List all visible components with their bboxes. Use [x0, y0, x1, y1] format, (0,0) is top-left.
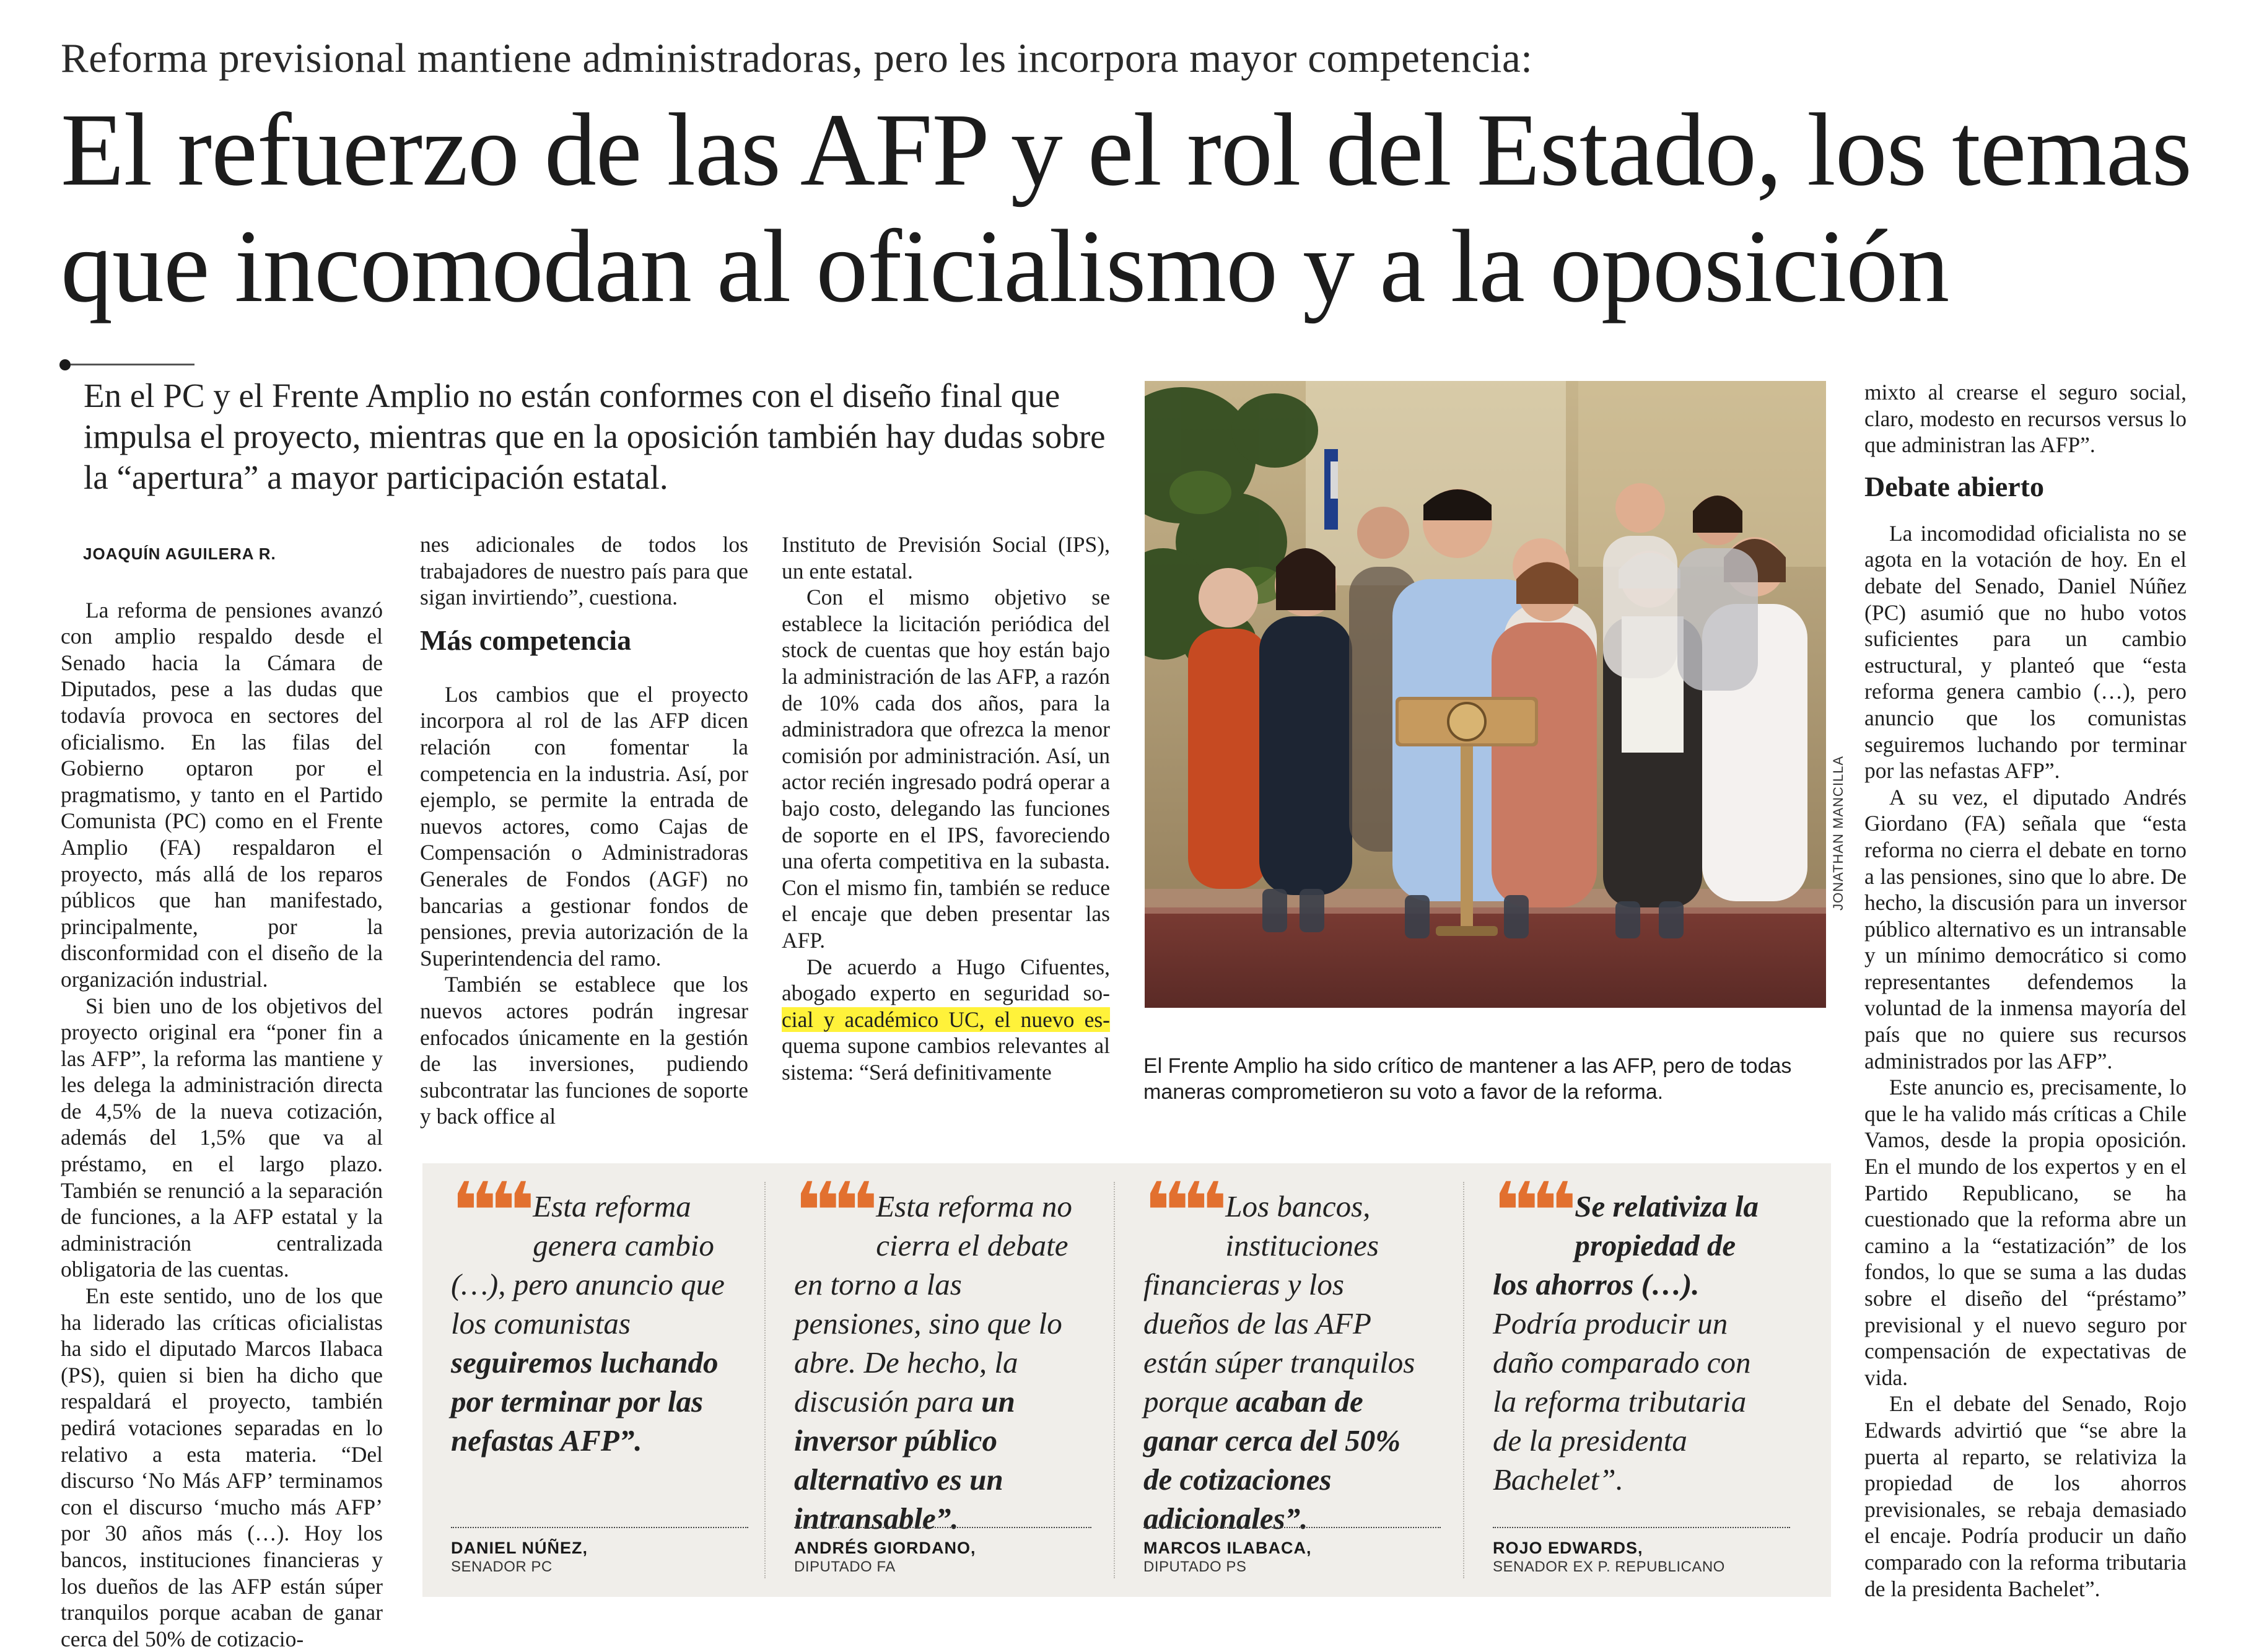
quote-author-role: SENADOR EX P. REPUBLICANO	[1493, 1558, 1725, 1575]
body-paragraph: Instituto de Previsión Social (IPS), un ente estatal.	[782, 532, 1110, 583]
quote-text: Esta reforma no cierra el debate en torno a las pensiones, sino que lo abre. De hecho, la discusión para	[794, 1189, 1072, 1418]
quote-mark-icon: ❝❝	[794, 1166, 870, 1258]
quote-rule	[1143, 1527, 1441, 1528]
pull-quote	[451, 1166, 730, 1460]
quote-author-name: MARCOS ILABACA,	[1143, 1539, 1312, 1557]
quote-divider	[1114, 1182, 1116, 1578]
highlighted-text: cial y académico UC, el nuevo es-	[782, 1007, 1110, 1032]
article-byline: JOAQUÍN AGUILERA R.	[83, 544, 276, 563]
photo-caption: El Frente Amplio ha sido crítico de mantener a las AFP, pero de todas maneras comprometieron su voto a favor de la reforma.	[1143, 1054, 1792, 1104]
body-paragraph: En el debate del Senado, Rojo Edwards advirtió que “se abre la puerta al reparto, se relativiza la propiedad de los ahorros previsionales, se rebaja demasiado el encaje. Podría producir un daño comparado con la reforma tributaria de la presidenta Bachelet”.	[1864, 1391, 2187, 1601]
quote-divider	[764, 1182, 766, 1578]
quote-author-name: ROJO EDWARDS,	[1493, 1539, 1643, 1557]
section-heading: Más competencia	[420, 624, 632, 656]
quote-text: Los bancos, instituciones financieras y los dueños de las AFP están súper tranquilos porque	[1143, 1189, 1415, 1418]
quote-emphasis: acaban de ganar cerca del 50% de cotizaciones adicionales”.	[1143, 1384, 1401, 1536]
body-paragraph: Con el mismo objetivo se establece la licitación periódica del stock de cuentas que hoy están bajo la administración de las AFP, a razón de 10% cada dos años, para la administradora que ofrezca la menor comisión por administración. Así, un actor recién ingresado podrá operar a bajo costo, delegando las funciones de soporte en el IPS, favoreciendo una oferta competitiva en la subasta. Con el mismo fin, también se reduce el encaje que deben presentar las AFP.	[782, 585, 1110, 953]
body-paragraph: Si bien uno de los objetivos del proyecto original era “poner fin a las AFP”, la reforma las mantiene y les delega la administración directa de 4,5% de la nueva cotización, además del 1,5% que va al préstamo, en el largo plazo. También se renunció a la separación de funciones, a la AFP estatal y la administración centralizada obligatoria de las cuentas.	[61, 993, 383, 1282]
photo-credit: JONATHAN MANCILLA	[1830, 755, 1846, 911]
body-paragraph: También se establece que los nuevos actores podrán ingresar enfocados únicamente en la gestión de las inversiones, pudiendo subcontratar las funciones de soporte y back office al	[420, 972, 748, 1129]
article-photo	[1145, 381, 1826, 1008]
quote-emphasis: seguiremos luchando por terminar por las nefastas AFP”.	[451, 1345, 719, 1458]
article-deck: En el PC y el Frente Amplio no están conformes con el diseño final que impulsa el proyecto, mientras que en la oposición también hay dudas sobre la “apertura” a mayor participación estatal.	[84, 377, 1106, 496]
quote-emphasis: un inversor público alternativo es un intransable”.	[794, 1384, 1015, 1536]
quote-mark-icon: ❝❝	[1493, 1166, 1569, 1258]
quote-author-role: DIPUTADO PS	[1143, 1558, 1247, 1575]
body-text: quema supone cambios relevantes al sistema: “Será definitivamente	[782, 1033, 1110, 1085]
quote-emphasis: Se relativiza la propiedad de los ahorros (…).	[1493, 1189, 1759, 1301]
body-paragraph: En este sentido, uno de los que ha liderado las críticas oficialistas ha sido el diputado Marcos Ilabaca (PS), quien si bien ha dicho que respaldará el proyecto, también pedirá votaciones separadas en lo relativo a esta materia. “Del discurso ‘No Más AFP’ terminamos con el discurso ‘mucho más AFP’ por 30 años más (…). Hoy los bancos, instituciones financieras y los dueños de las AFP están súper tranquilos porque acaban de ganar cerca del 50% de cotizacio-	[61, 1283, 383, 1651]
article-headline	[61, 92, 2216, 325]
quote-rule	[1493, 1527, 1790, 1528]
pull-quote	[1143, 1166, 1422, 1538]
body-paragraph: nes adicionales de todos los trabajadores de nuestro país para que sigan invirtiendo”, cuestiona.	[420, 532, 748, 610]
quote-rule	[794, 1527, 1091, 1528]
pull-quote	[794, 1166, 1073, 1538]
quotes-panel	[422, 1163, 1831, 1597]
quote-divider	[1463, 1182, 1465, 1578]
press-conference-photo	[1145, 381, 1826, 1008]
deck-bullet-icon	[59, 359, 71, 370]
quote-rule	[451, 1527, 748, 1528]
article-kicker: Reforma previsional mantiene administradoras, pero les incorpora mayor competencia:	[61, 35, 1533, 81]
body-paragraph: A su vez, el diputado Andrés Giordano (FA) señala que “esta reforma no cierra el debate en torno a las pensiones, sino que lo abre. De hecho, la discusión para un inversor público alternativo es un intransable y un mínimo democrático si como representantes defendemos la voluntad de la inmensa mayoría del país que no quiere sus recursos administrados por las AFP”.	[1864, 784, 2187, 1073]
quote-mark-icon: ❝❝	[451, 1166, 527, 1258]
quote-author-role: DIPUTADO FA	[794, 1558, 896, 1575]
headline-line-2: que incomodan al oficialismo y a la oposición	[61, 209, 1949, 324]
quote-author-name: ANDRÉS GIORDANO,	[794, 1539, 976, 1557]
pull-quote	[1493, 1166, 1772, 1499]
article-column-4	[1864, 379, 2187, 1602]
body-text: De acuerdo a Hugo Cifuentes, abogado experto en seguridad so-	[782, 954, 1110, 1006]
section-heading: Debate abierto	[1864, 470, 2044, 502]
body-paragraph: La reforma de pensiones avanzó con amplio respaldo desde el Senado hacia la Cámara de Diputados, pese a las dudas que todavía provoca en sectores del oficialismo. En las filas del Gobierno optaron por el pragmatismo, y tanto en el Partido Comunista (PC) como en el Frente Amplio (FA) respaldaron el proyecto, más allá de los reparos públicos que han manifestado, principalmente, por la disconformidad con el diseño de la organización industrial.	[61, 597, 383, 992]
article-column-1	[61, 530, 383, 1652]
article-column-3	[782, 531, 1110, 1085]
body-paragraph: Los cambios que el proyecto incorpora al rol de las AFP dicen relación con fomentar la competencia en la industria. Así, por ejemplo, se permite la entrada de nuevos actores, como Cajas de Compensación o Administradoras Generales de Fondos (AGF) no bancarias a gestionar fondos de pensiones, previa autorización de la Superintendencia del ramo.	[420, 681, 748, 971]
body-paragraph: La incomodidad oficialista no se agota en la votación de hoy. En el debate del Senado, Daniel Núñez (PC) asumió que no hubo votos suficientes para un cambio estructural, y planteó que “esta reforma genera cambio (…), pero anuncio que los comunistas seguiremos luchando por terminar por las nefastas AFP”.	[1864, 520, 2187, 784]
headline-line-1: El refuerzo de las AFP y el rol del Estado, los temas	[61, 92, 2191, 208]
quote-mark-icon: ❝❝	[1143, 1166, 1220, 1258]
quote-text: Esta reforma genera cambio (…), pero anuncio que los comunistas	[451, 1189, 725, 1340]
body-paragraph	[782, 954, 1110, 1086]
body-paragraph: Este anuncio es, precisamente, lo que le ha valido más críticas a Chile Vamos, desde la propia oposición. En el mundo de los expertos y en el Partido Republicano, se ha cuestionado que la reforma abre un camino a la “estatización” de los fondos, lo que se suma a las dudas sobre el diseño del “préstamo” previsional y el nuevo seguro por compensación de expectativas de vida.	[1864, 1075, 2187, 1390]
quote-author-name: DANIEL NÚÑEZ,	[451, 1539, 588, 1557]
deck-divider	[71, 364, 194, 365]
quote-author-role: SENADOR PC	[451, 1558, 553, 1575]
quote-text: Podría producir un daño comparado con la reforma tributaria de la presidenta Bachelet”.	[1493, 1306, 1751, 1497]
article-column-2	[420, 531, 748, 1130]
body-paragraph: mixto al crearse el seguro social, claro, modesto en recursos versus lo que administran las AFP”.	[1864, 380, 2187, 458]
